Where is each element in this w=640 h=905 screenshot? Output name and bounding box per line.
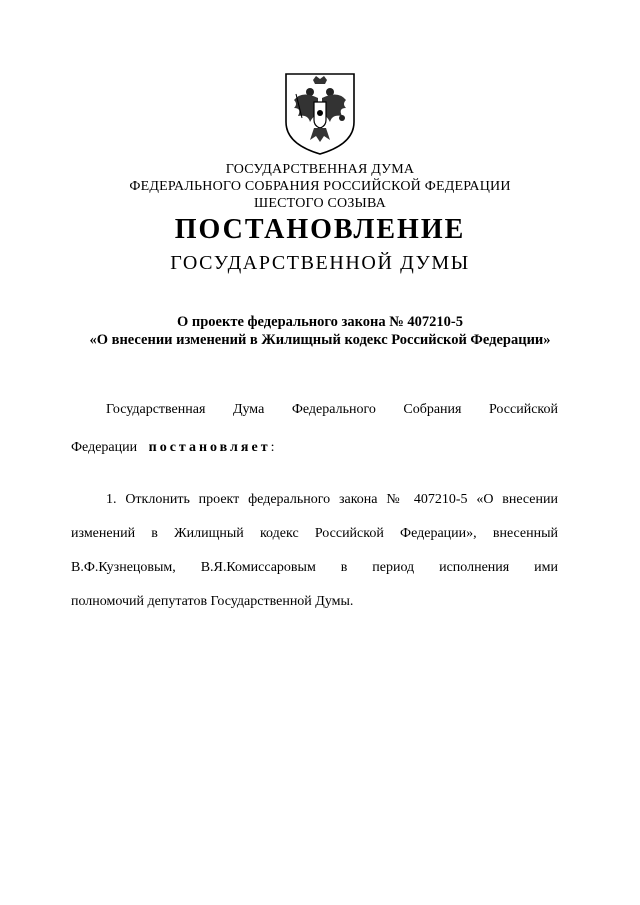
preamble-colon: : [270, 440, 275, 455]
item1-line-2: изменений в Жилищный кодекс Российской Федерации», внесенный [71, 526, 558, 541]
header-line-3: ШЕСТОГО СОЗЫВА [254, 196, 386, 211]
preamble-line-2 [71, 440, 274, 456]
coat-of-arms-emblem [280, 70, 360, 156]
preamble-verb: постановляет [148, 440, 271, 455]
document-title: ПОСТАНОВЛЕНИЕ [174, 214, 466, 245]
header-line-2: ФЕДЕРАЛЬНОГО СОБРАНИЯ РОССИЙСКОЙ ФЕДЕРАЦИИ [129, 179, 511, 194]
header-line-1: ГОСУДАРСТВЕННАЯ ДУМА [225, 162, 415, 177]
subject-line-1: О проекте федерального закона № 407210-5 [176, 314, 464, 330]
item1-line-3: В.Ф.Кузнецовым, В.Я.Комиссаровым в период исполнения ими [71, 560, 558, 575]
item1-line-4: полномочий депутатов Государственной Думы. [71, 594, 354, 609]
item1-line-1: 1. Отклонить проект федерального закона № 407210-5 «О внесении [106, 492, 558, 507]
subject-line-2: «О внесении изменений в Жилищный кодекс Российской Федерации» [89, 332, 551, 348]
document-subtitle: ГОСУДАРСТВЕННОЙ ДУМЫ [170, 252, 470, 274]
preamble-prefix: Федерации [71, 440, 138, 455]
preamble-line-1: Государственная Дума Федерального Собрания Российской [106, 402, 558, 417]
